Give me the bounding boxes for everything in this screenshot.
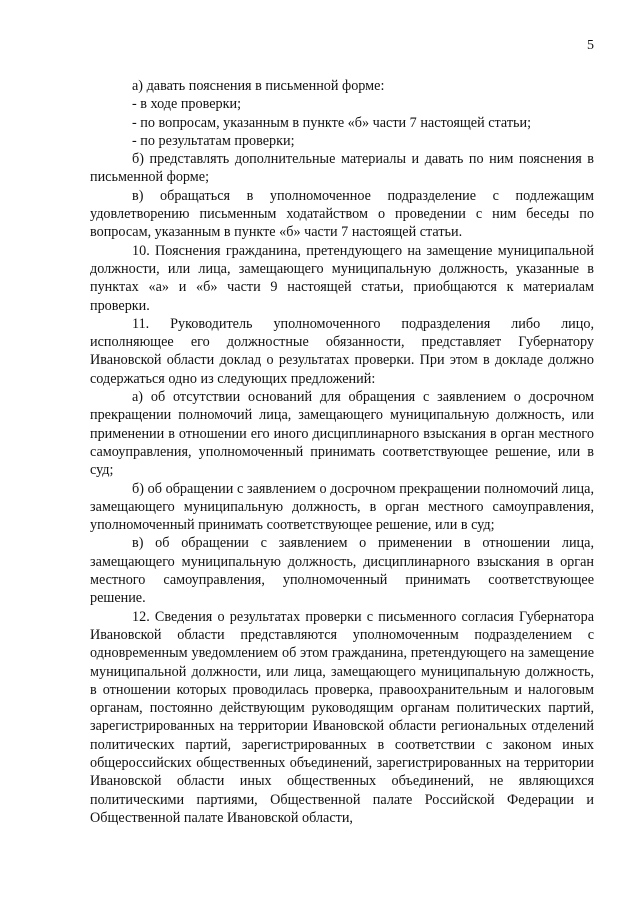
paragraph-9a-dash-2: - по вопросам, указанным в пункте «б» части 7 настоящей статьи; <box>132 114 532 131</box>
paragraph-11b: б) об обращении с заявлением о досрочном прекращении полномочий лица, замещающего муниципальную должность, в орган местного самоуправления, уполномоченный принимать соответствующее решение, или в суд; <box>90 480 594 534</box>
paragraph-11a: а) об отсутствии оснований для обращения с заявлением о досрочном прекращении полномочий лица, замещающего муниципальную должность, или применении в отношении его иного дисциплинарного взыскания в орган местного самоуправления, уполномоченный принимать соответствующее решение, или в суд; <box>90 389 594 479</box>
paragraph-12: 12. Сведения о результатах проверки с письменного согласия Губернатора Ивановской области представляются уполномоченным подразделением с одновременным уведомлением об этом гражданина, претендующего на замещение муниципальной должности, или лица, замещающего муниципальную должность, в отношении которых проводилась проверка, правоохранительным и налоговым органам, постоянно действующим руководящим органам политических партий, зарегистрированных на территории Ивановской области региональных отделений политических партий, зарегистрированных в соответствии с законом иных общероссийских общественных объединений, зарегистрированных на территории Ивановской области иных общественных объединений, не являющихся политическими партиями, Общественной палате Российской Федерации и Общественной палате Ивановской области, <box>90 608 594 826</box>
paragraph-9v: в) обращаться в уполномоченное подразделение с подлежащим удовлетворению письменным ходатайством о проведении с ним беседы по вопросам, указанным в пункте «б» части 7 настоящей статьи. <box>90 187 594 241</box>
paragraph-11v: в) об обращении с заявлением о применении в отношении лица, замещающего муниципальную должность, дисциплинарного взыскания в орган местного самоуправления, уполномоченный принимать соответствующее решение. <box>90 535 594 607</box>
paragraph-9a: а) давать пояснения в письменной форме: <box>132 78 385 94</box>
paragraph-11: 11. Руководитель уполномоченного подразделения либо лицо, исполняющее его должностные обязанности, представляет Губернатору Ивановской области доклад о результатах проверки. При этом в докладе должно содержаться одно из следующих предложений: <box>90 315 594 387</box>
paragraph-9b: б) представлять дополнительные материалы и давать по ним пояснения в письменной форме; <box>90 151 594 186</box>
paragraph-9a-dash-3: - по результатам проверки; <box>132 132 295 149</box>
page-number: 5 <box>587 38 594 53</box>
paragraph-10: 10. Пояснения гражданина, претендующего на замещение муниципальной должности, или лица, замещающего муниципальную должность, указанные в пунктах «а» и «б» части 9 настоящей статьи, приобщаются к материалам проверки. <box>90 242 594 314</box>
document-body <box>90 77 594 827</box>
paragraph-9a-dash-1: - в ходе проверки; <box>132 96 242 113</box>
